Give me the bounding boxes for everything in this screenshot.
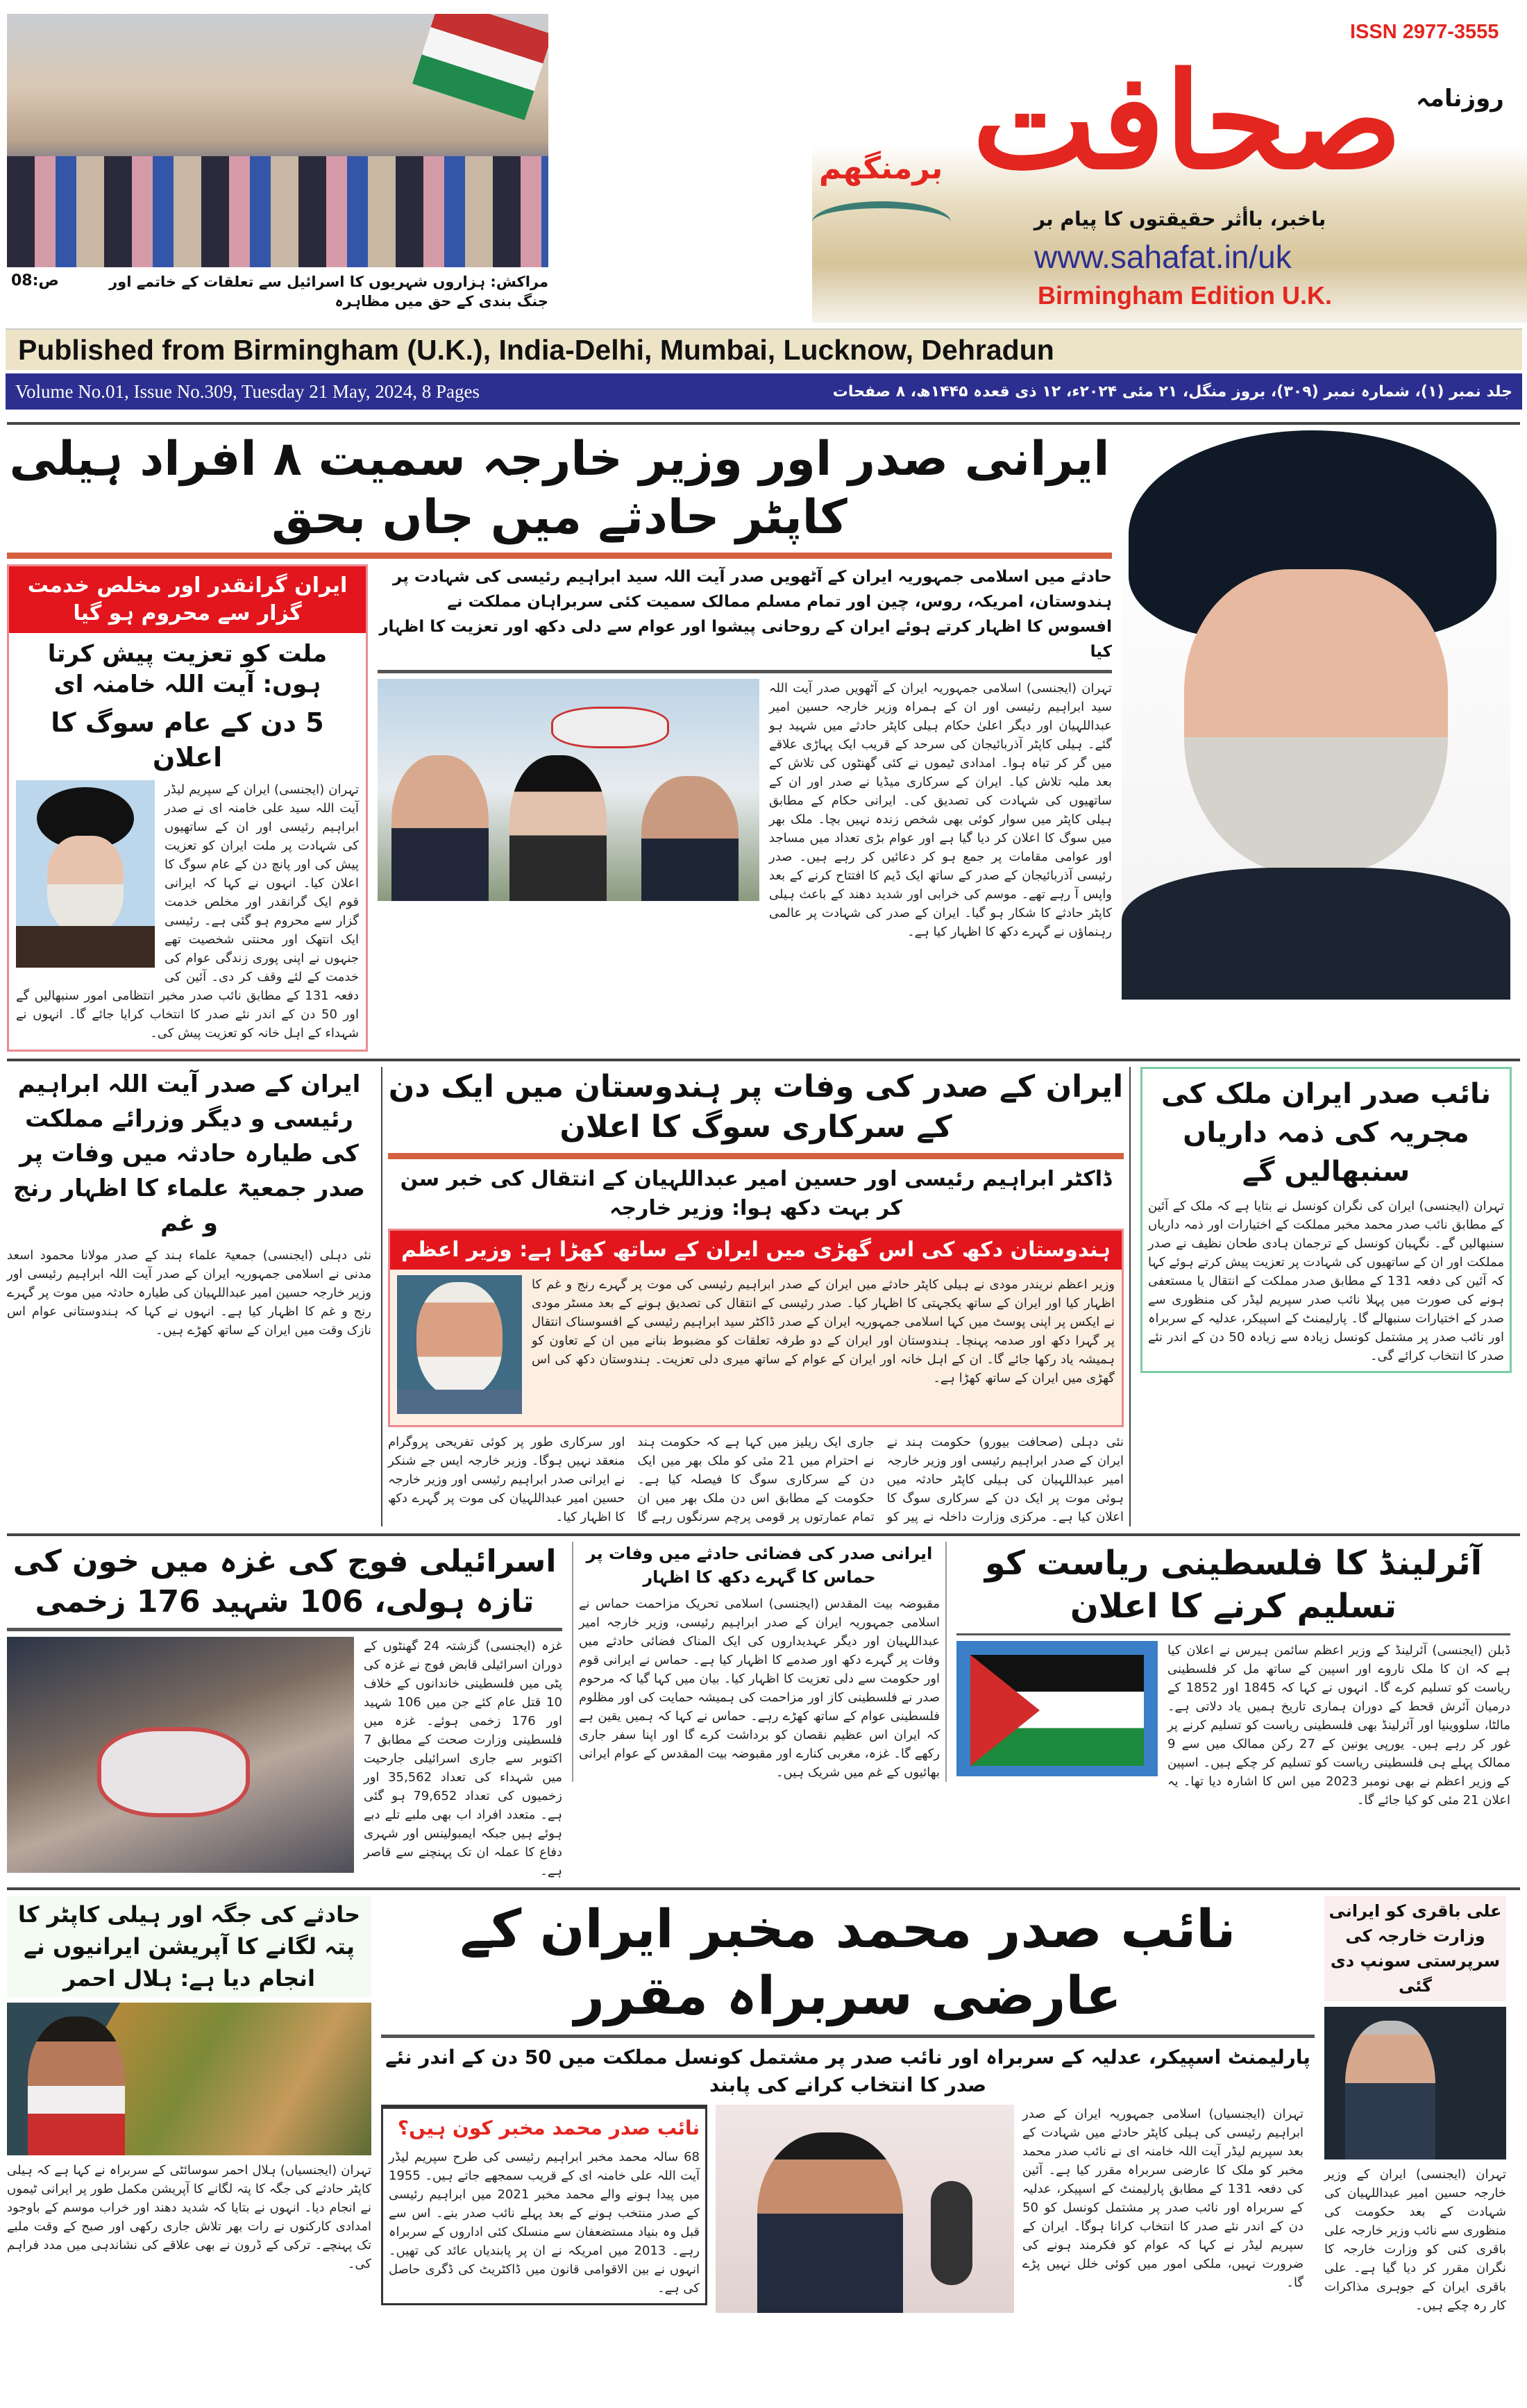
mokhber-profile-body: 68 سالہ محمد مخبر ابراہیم رئیسی کی طرح سپریم لیڈر آیت اللہ علی خامنہ ای کے قریب سمجھے جاتے ہیں۔ 1955 میں پیدا ہونے والے محمد مخبر 2021 میں ابراہیم رئیسی کے صدر منتخب ہونے کے بعد پہلے نائب صدر بنے۔ اس سے قبل وہ بنیاد مستضعفان سے منسلک کئی اداروں کے سربراہ رہے۔ 2013 میں امریکہ نے ان پر پابندیاں عائد کی تھیں۔ انہوں نے بین الاقوامی قانون میں ڈاکٹریٹ کی ڈگری حاصل کی ہے۔ (389, 2150, 700, 2296)
robe-shape (1122, 868, 1510, 1000)
flag-triangle (970, 1655, 1040, 1766)
khamenei-content (9, 780, 366, 1043)
red-crescent-official (28, 2017, 125, 2155)
india-headline: ایران کے صدر کی وفات پر ہندوستان میں ایک دن کے سرکاری سوگ کا اعلان (388, 1069, 1124, 1145)
modi-face (416, 1282, 503, 1397)
newspaper-logo[interactable]: صحافت (972, 44, 1402, 199)
khamenei-robe (16, 926, 155, 968)
lead-deck-rule (378, 670, 1112, 673)
top-photo-page-ref: ص:08 (11, 272, 60, 289)
india-subhead: ڈاکٹر ابراہیم رئیسی اور حسین امیر عبداللہیان کے انتقال کی خبر سن کر بہت دکھ ہوا: وزیر خارجہ (400, 1167, 1112, 1220)
mokhber-figure (757, 2132, 903, 2313)
edition-label: Birmingham Edition U.K. (1038, 281, 1333, 310)
gaza-column (7, 1542, 562, 1880)
bottom-section (7, 1887, 1520, 2315)
khamenei-story-box (7, 564, 368, 1052)
ireland-column (956, 1542, 1510, 1810)
ireland-mid-rule (956, 1633, 1510, 1635)
top-photo-protest (7, 14, 548, 267)
lead-main-column (7, 430, 1112, 1052)
hamas-headline: ایرانی صدر کی فضائی حادثے میں وفات پر حماس کا گہرے دکھ کا اظہار (586, 1544, 933, 1587)
face-shape (1184, 569, 1448, 875)
mokhber-row (381, 2105, 1315, 2313)
hamas-body: مقبوضہ بیت المقدس (ایجنسی) اسلامی تحریک مزاحمت حماس نے اسلامی جمہوریہ ایران کے صدر ابراہیم رئیسی، وزیر خارجہ امیر عبداللہیان اور دیگر عہدیداروں کی ایک المناک فضائی حادثے میں وفات پر گہرے دکھ اور صدمے کا اظہار کیا ہے۔ حماس نے ایرانی قوم اور حکومت سے دلی تعزیت کا اظہار کیا۔ بیان میں کہا گیا کہ مرحوم صدر نے فلسطینی کاز اور مزاحمت کی ہمیشہ حمایت کی اور مظلوم فلسطینی عوام کے ساتھ کھڑے رہے۔ حماس نے کہا کہ ہمیں یقین ہے کہ ایران اس عظیم نقصان کو برداشت کرے گا اور اپنا سفر جاری رکھے گا۔ غزہ، مغربی کنارے اور مقبوضہ بیت المقدس کے عوام ایرانی بھائیوں کے غم میں شریک ہیں۔ (579, 1597, 940, 1780)
lead-divider (7, 553, 1112, 559)
wounded-child-image (97, 1727, 250, 1817)
official-figure-3 (641, 776, 739, 901)
khamenei-face (47, 836, 124, 933)
vp-story-box (1140, 1067, 1512, 1373)
gaza-body-side: غزہ (ایجنسی) گزشتہ 24 گھنٹوں کے دوران اسرائیلی قابض فوج نے غزہ کی پٹی میں فلسطینی خاندانوں کے خلاف 10 قتل عام کئے جن میں 106 شہید اور 176 زخمی ہوئے۔ غزہ میں فلسطینی وزارت صحت کے مطابق 7 اکتوبر سے جاری اسرائیلی جارحیت میں شہداء کی تعداد 35,562 اور زخمیوں کی تعداد 79,652 ہو گئی ہے۔ متعدد افراد اب بھی ملبے تلے دبے ہوئے ہیں جبکہ ایمبولینس اور شہری دفاع کا عملہ ان تک پہنچنے سے قاصر ہے۔ (364, 1639, 563, 1878)
bagheri-figure (1345, 2021, 1435, 2159)
issue-bar (6, 373, 1522, 410)
hamas-column (572, 1542, 947, 1782)
gaza-content (7, 1637, 562, 1880)
daily-label: روزنامہ (1416, 85, 1504, 112)
top-photo-caption: مراکش: ہزاروں شہریوں کا اسرائیل سے تعلقات کے خاتمے اور جنگ بندی کے حق میں مظاہرہ (109, 273, 548, 310)
mokhber-subhead: پارلیمنٹ اسپیکر، عدلیہ کے سربراہ اور نائب صدر پر مشتمل کونسل مملکت میں 50 دن کے اندر نئے صدر کا انتخاب کرانے کی پابند (385, 2046, 1310, 2096)
ireland-headline: آئرلینڈ کا فلسطینی ریاست کو تسلیم کرنے کا اعلان (984, 1544, 1483, 1626)
modi-jacket (397, 1390, 522, 1414)
issn-label: ISSN 2977-3555 (1350, 21, 1499, 43)
issue-info-urdu: جلد نمبر (۱)، شمارہ نمبر (۳۰۹)، بروز منگل، ۲۱ مئی ۲۰۲۴ء، ۱۲ ذی قعدہ ۱۴۴۵ھ، ۸ صفحات (832, 382, 1512, 401)
crowd-image (7, 156, 548, 267)
mokhber-profile-headline: نائب صدر محمد مخبر کون ہیں؟ (397, 2116, 700, 2139)
published-text: Published from Birmingham (U.K.), India-Delhi, Mumbai, Lucknow, Dehradun (18, 334, 1054, 366)
bridge-image (812, 201, 951, 243)
official-figure-2 (509, 755, 607, 901)
lead-section (7, 422, 1520, 1052)
india-column (381, 1067, 1131, 1526)
hilal-photo (7, 2003, 371, 2155)
khamenei-portrait (16, 780, 155, 968)
gaza-mid-rule (7, 1628, 562, 1631)
raisi-portrait (1122, 430, 1510, 1000)
ulama-body: نئی دہلی (ایجنسی) جمعیۃ علماء ہند کے صدر مولانا محمود اسعد مدنی نے اسلامی جمہوریہ ایران کے صدر آیت اللہ ابراہیم رئیسی اور وزیر خارجہ حسین امیر عبداللہیان کی طیارہ حادثہ میں موت پر گہرے رنج و غم کا اظہار کیا ہے۔ انہوں نے کہا کہ ہندوستانی عوام اس نازک وقت میں ایران کے ساتھ کھڑے ہیں۔ (7, 1248, 371, 1338)
lead-content (378, 679, 1112, 941)
second-section (7, 1059, 1520, 1526)
modi-box-content (390, 1275, 1122, 1420)
palestine-flag-photo (956, 1641, 1158, 1776)
vp-headline: نائب صدر ایران ملک کی مجریہ کی ذمہ داریاں سنبھالیں گے (1161, 1078, 1492, 1188)
ireland-content (956, 1641, 1510, 1810)
palestine-flag-image (412, 14, 548, 120)
modi-box-headline: ہندوستان دکھ کی اس گھڑی میں ایران کے ساتھ کھڑا ہے: وزیر اعظم (390, 1231, 1122, 1270)
mokhber-profile-box (381, 2105, 707, 2305)
lead-middle-column (378, 564, 1112, 941)
mokhber-column (381, 1896, 1315, 2313)
modi-portrait (397, 1275, 522, 1414)
lead-headline: ایرانی صدر اور وزیر خارجہ سمیت ۸ افراد ہیلی کاپٹر حادثے میں جاں بحق (9, 432, 1110, 545)
india-body-col: نئی دہلی (صحافت بیورو) حکومت ہند نے ایران کے صدر ابراہیم رئیسی اور وزیر خارجہ امیر عبداللہیان کی ہیلی کاپٹر حادثہ میں ہوئی موت پر ایک دن کے سرکاری سوگ کا اعلان کیا ہے۔ مرکزی وزارت داخلہ نے پیر کو جاری ایک ریلیز میں کہا ہے کہ حکومت ہند نے احترام میں 21 مئی کو ملک بھر میں ایک دن کے سرکاری سوگ کا فیصلہ کیا ہے۔ حکومت کے مطابق اس دن ملک بھر میں ان تمام عمارتوں پر قومی پرچم سرنگوں رہے گا اور سرکاری طور پر کوئی تفریحی پروگرام منعقد نہیں ہوگا۔ وزیر خارجہ ایس جے شنکر نے ایرانی صدر ابراہیم رئیسی اور وزیر خارجہ حسین امیر عبداللہیان کی موت پر گہرے دکھ کا اظہار کیا۔ (388, 1435, 1124, 1524)
vp-body: تہران (ایجنسی) ایران کی نگران کونسل نے بتایا ہے کہ ملک کے آئین کے مطابق نائب صدر محمد مخبر مملکت کے اختیارات اور ذمہ داریاں سنبھالیں گے۔ نگہبان کونسل کے ترجمان ہادی طحان نظیف نے صدر مملکت اور ان کے ساتھیوں کی شہادت پر تعزیت پیش کرتے ہوئے کہا کہ آئین کی دفعہ 131 کے مطابق صدر مملکت کے انتقال یا مستعفی ہونے کی صورت میں پہلا نائب صدر سپریم لیڈر کی منظوری سے صدر کے اختیارات سنبھالے گا۔ پارلیمنٹ کے اسپیکر، عدلیہ کے سربراہ اور نائب صدر پر مشتمل کونسل زیادہ سے زیادہ 50 دن کے اندر نئے صدر کا انتخاب کرائے گی۔ (1148, 1199, 1504, 1363)
hilal-story-box (7, 1896, 371, 2273)
mokhber-body-right: تہران (ایجنسیاں) اسلامی جمہوریہ ایران کے صدر ابراہیم رئیسی کی ہیلی کاپٹر حادثے میں شہادت کے بعد سپریم لیڈر آیت اللہ خامنہ ای نے نائب صدر محمد مخبر کو ملک کا عارضی سربراہ مقرر کیا ہے۔ آئین کی دفعہ 131 کے مطابق پارلیمنٹ کے اسپیکر، عدلیہ کے سربراہ اور نائب صدر پر مشتمل کونسل کو 50 دن کے اندر نئے صدر کا انتخاب کرانا ہوگا۔ ایران کے سپریم لیڈر نے کہا کہ عوام کو فکرمند ہونے کی ضرورت نہیں، ملکی امور میں کوئی خلل نہیں پڑے گا۔ (1022, 2107, 1304, 2290)
khamenei-subhead: 5 دن کے عام سوگ کا اعلان (51, 707, 324, 773)
lead-body-col-right: تہران (ایجنسی) اسلامی جمہوریہ ایران کے آٹھویں صدر آیت اللہ سید ابراہیم رئیسی اور ان کے ہمراہ وزیر خارجہ حسین امیر عبداللہیان اور دیگر اعلیٰ حکام ہیلی کاپٹر حادثے میں شہید ہو گئے۔ ہیلی کاپٹر آذربائیجان کی سرحد کے قریب ایک پہاڑی علاقے میں گر کر تباہ ہوا۔ امدادی ٹیموں نے کئی گھنٹوں کی تلاش کے بعد ملبہ تلاش کیا۔ ایران کے سرکاری میڈیا نے صدر اور ان کے ساتھیوں کی شہادت کی تصدیق کی۔ ایرانی حکام کے مطابق ہیلی کاپٹر میں سوار کوئی بھی شخص زندہ نہیں بچا۔ ملک بھر میں سوگ کا اعلان کر دیا گیا ہے اور عوام بڑی تعداد میں مساجد اور عوامی مقامات پر جمع ہو کر دعائیں کر رہے ہیں۔ صدر رئیسی آذربائیجان کے صدر کے ساتھ ایک ڈیم کا افتتاح کرنے کے بعد واپس آ رہے تھے۔ موسم کی خرابی اور شدید دھند کے باعث ہیلی کاپٹر حادثے کا شکار ہو گیا۔ ایران کے صدر کی شہادت پر عالمی رہنماؤں نے گہرے دکھ کا اظہار کیا ہے۔ (769, 681, 1112, 939)
modi-box-body: وزیر اعظم نریندر مودی نے ہیلی کاپٹر حادثے میں ایران کے صدر ابراہیم رئیسی کی موت پر گہرے رنج و غم کا اظہار کیا اور ایران کے ساتھ یکجہتی کا اظہار کیا۔ صدر رئیسی کے انتقال کی تصدیق ہونے کے بعد مسٹر مودی نے ایکس پر اپنی پوسٹ میں کہا اسلامی جمہوریہ ایران کے صدر ڈاکٹر سید ابراہیم رئیسی کے افسوسناک انتقال پر گہرا دکھ اور صدمہ پہنچا۔ ہندوستان اور ایران کے دو طرفہ تعلقات کو مضبوط بنانے میں ان کے تعاون کو ہمیشہ یاد رکھا جائے گا۔ ان کے اہل خانہ اور ایران کے عوام کے ساتھ میری دلی تعزیت۔ ہندوستان دکھ کی اس گھڑی میں ایران کے ساتھ کھڑا ہے۔ (532, 1277, 1115, 1386)
hilal-body: تہران (ایجنسیاں) ہلال احمر سوسائٹی کے سربراہ نے کہا ہے کہ ہیلی کاپٹر حادثے کی جگہ کا پتہ لگانے کا آپریشن مکمل طور پر ایرانی ٹیموں نے انجام دیا۔ انہوں نے بتایا کہ شدید دھند اور خراب موسم کے باوجود امدادی کارکنوں نے رات بھر تلاش جاری رکھی اور صبح کے وقت ملبے تک پہنچے۔ ترکی کے ڈرون نے بھی علاقے کی نشاندہی میں مدد فراہم کی۔ (7, 2163, 371, 2271)
khamenei-headline: ملت کو تعزیت پیش کرتا ہوں: آیت اللہ خامنہ ای (47, 640, 328, 698)
bagheri-body: تہران (ایجنسی) ایران کے وزیر خارجہ حسین امیر عبداللہیان کی شہادت کے بعد حکومت کی منظوری سے نائب وزیر خارجہ علی باقری کنی کو وزارت خارجہ کا نگران مقرر کر دیا گیا ہے۔ علی باقری ایران کے جوہری مذاکرات کار رہ چکے ہیں۔ (1324, 2167, 1506, 2313)
helicopter-image (551, 707, 669, 748)
bagheri-story-box (1324, 1896, 1506, 2315)
khamenei-kicker: ایران گرانقدر اور مخلص خدمت گزار سے محروم ہو گیا (9, 566, 366, 633)
mokhber-photo (716, 2105, 1014, 2313)
hilal-headline: حادثے کی جگہ اور ہیلی کاپٹر کا پتہ لگانے کا آپریشن ایرانیوں نے انجام دیا ہے: ہلال احمر (7, 1896, 371, 1997)
official-figure-1 (391, 755, 489, 901)
issue-info-english: Volume No.01, Issue No.309, Tuesday 21 May, 2024, 8 Pages (15, 380, 480, 402)
india-divider (388, 1153, 1124, 1159)
khamenei-body: تہران (ایجنسی) ایران کے سپریم لیڈر آیت اللہ سید علی خامنہ ای نے صدر ابراہیم رئیسی اور ان کے ساتھیوں کی شہادت پر ملت ایران کو تعزیت پیش کی اور پانچ دن کے عام سوگ کا اعلان کیا۔ انہوں نے کہا کہ ایرانی قوم ایک گرانقدر اور مخلص خدمت گزار سے محروم ہو گئی ہے۔ رئیسی ایک انتھک اور محنتی شخصیت تھے جنہوں نے اپنی پوری زندگی عوام کی خدمت کے لئے وقف کر دی۔ آئین کی دفعہ 131 کے مطابق نائب صدر مخبر انتظامی امور سنبھالیں گے اور 50 دن کے اندر نئے صدر کا انتخاب کرایا جائے گا۔ انہوں نے شہداء کے اہل خانہ کو تعزیت پیش کی۔ (16, 782, 360, 1041)
bagheri-headline: علی باقری کو ایرانی وزارت خارجہ کی سرپرستی سونپ دی گئی (1324, 1896, 1506, 2001)
mokhber-mid-rule (381, 2035, 1315, 2038)
ireland-body-right: ڈبلن (ایجنسی) آئرلینڈ کے وزیر اعظم سائمن ہیرس نے اعلان کیا ہے کہ ان کا ملک ناروے اور اسپین کے ساتھ مل کر فلسطینی ریاست کو تسلیم کرے گا۔ انہوں نے کہا کہ 1845 اور 1852 کے درمیان آئرش قحط کے دوران ہماری تاریخ ہمیں یاد دلاتی ہے۔ مالٹا، سلووینیا اور آئرلینڈ بھی فلسطینی ریاست کو تسلیم کرنے پر غور کر رہے ہیں۔ یورپی یونین کے 27 رکن ممالک میں سے 9 ممالک پہلے ہی فلسطینی ریاست کو تسلیم کر چکے ہیں۔ اسپین کے وزیر اعظم نے بھی نومبر 2023 میں اس کا اشارہ دیا تھا۔ یہ اعلان 21 مئی کو کیا جائے گا۔ (1167, 1643, 1510, 1808)
lead-officials-photo (378, 679, 759, 901)
modi-box (388, 1229, 1124, 1427)
ulama-headline: ایران کے صدر آیت اللہ ابراہیم رئیسی و دیگر وزرائے مملکت کی طیارہ حادثہ میں وفات پر صدر جمعیۃ علماء کا اظہار رنج و غم (13, 1070, 365, 1237)
ulama-column (7, 1067, 371, 1340)
microphone-image (931, 2181, 972, 2285)
bagheri-photo (1324, 2007, 1506, 2159)
website-link[interactable]: www.sahafat.in/uk (1034, 239, 1292, 275)
gaza-headline: اسرائیلی فوج کی غزہ میں خون کی تازہ ہولی، 106 شہید 176 زخمی (12, 1544, 557, 1619)
tagline: باخبر، باأثر حقیقتوں کا پیام بر (1034, 208, 1326, 230)
lead-row (7, 564, 1112, 1052)
mokhber-headline: نائب صدر محمد مخبر ایران کے عارضی سربراہ مقرر (459, 1898, 1236, 2026)
middle-section (7, 1533, 1520, 1880)
gaza-photo (7, 1637, 354, 1873)
lead-deck: حادثے میں اسلامی جمہوریہ ایران کے آٹھویں صدر آیت اللہ سید ابراہیم رئیسی کی شہادت پر ہندوستان، امریکہ، روس، چین اور تمام مسلم ممالک سمیت کئی سربراہان مملکت نے افسوس کا اظہار کرتے ہوئے ایران کے روحانی پیشوا اور عوام سے دلی دکھ اور تعزیت کا اظہار کیا (379, 568, 1112, 661)
masthead (0, 0, 1527, 416)
edition-city: برمنگھم (819, 151, 943, 186)
published-bar (6, 328, 1522, 370)
